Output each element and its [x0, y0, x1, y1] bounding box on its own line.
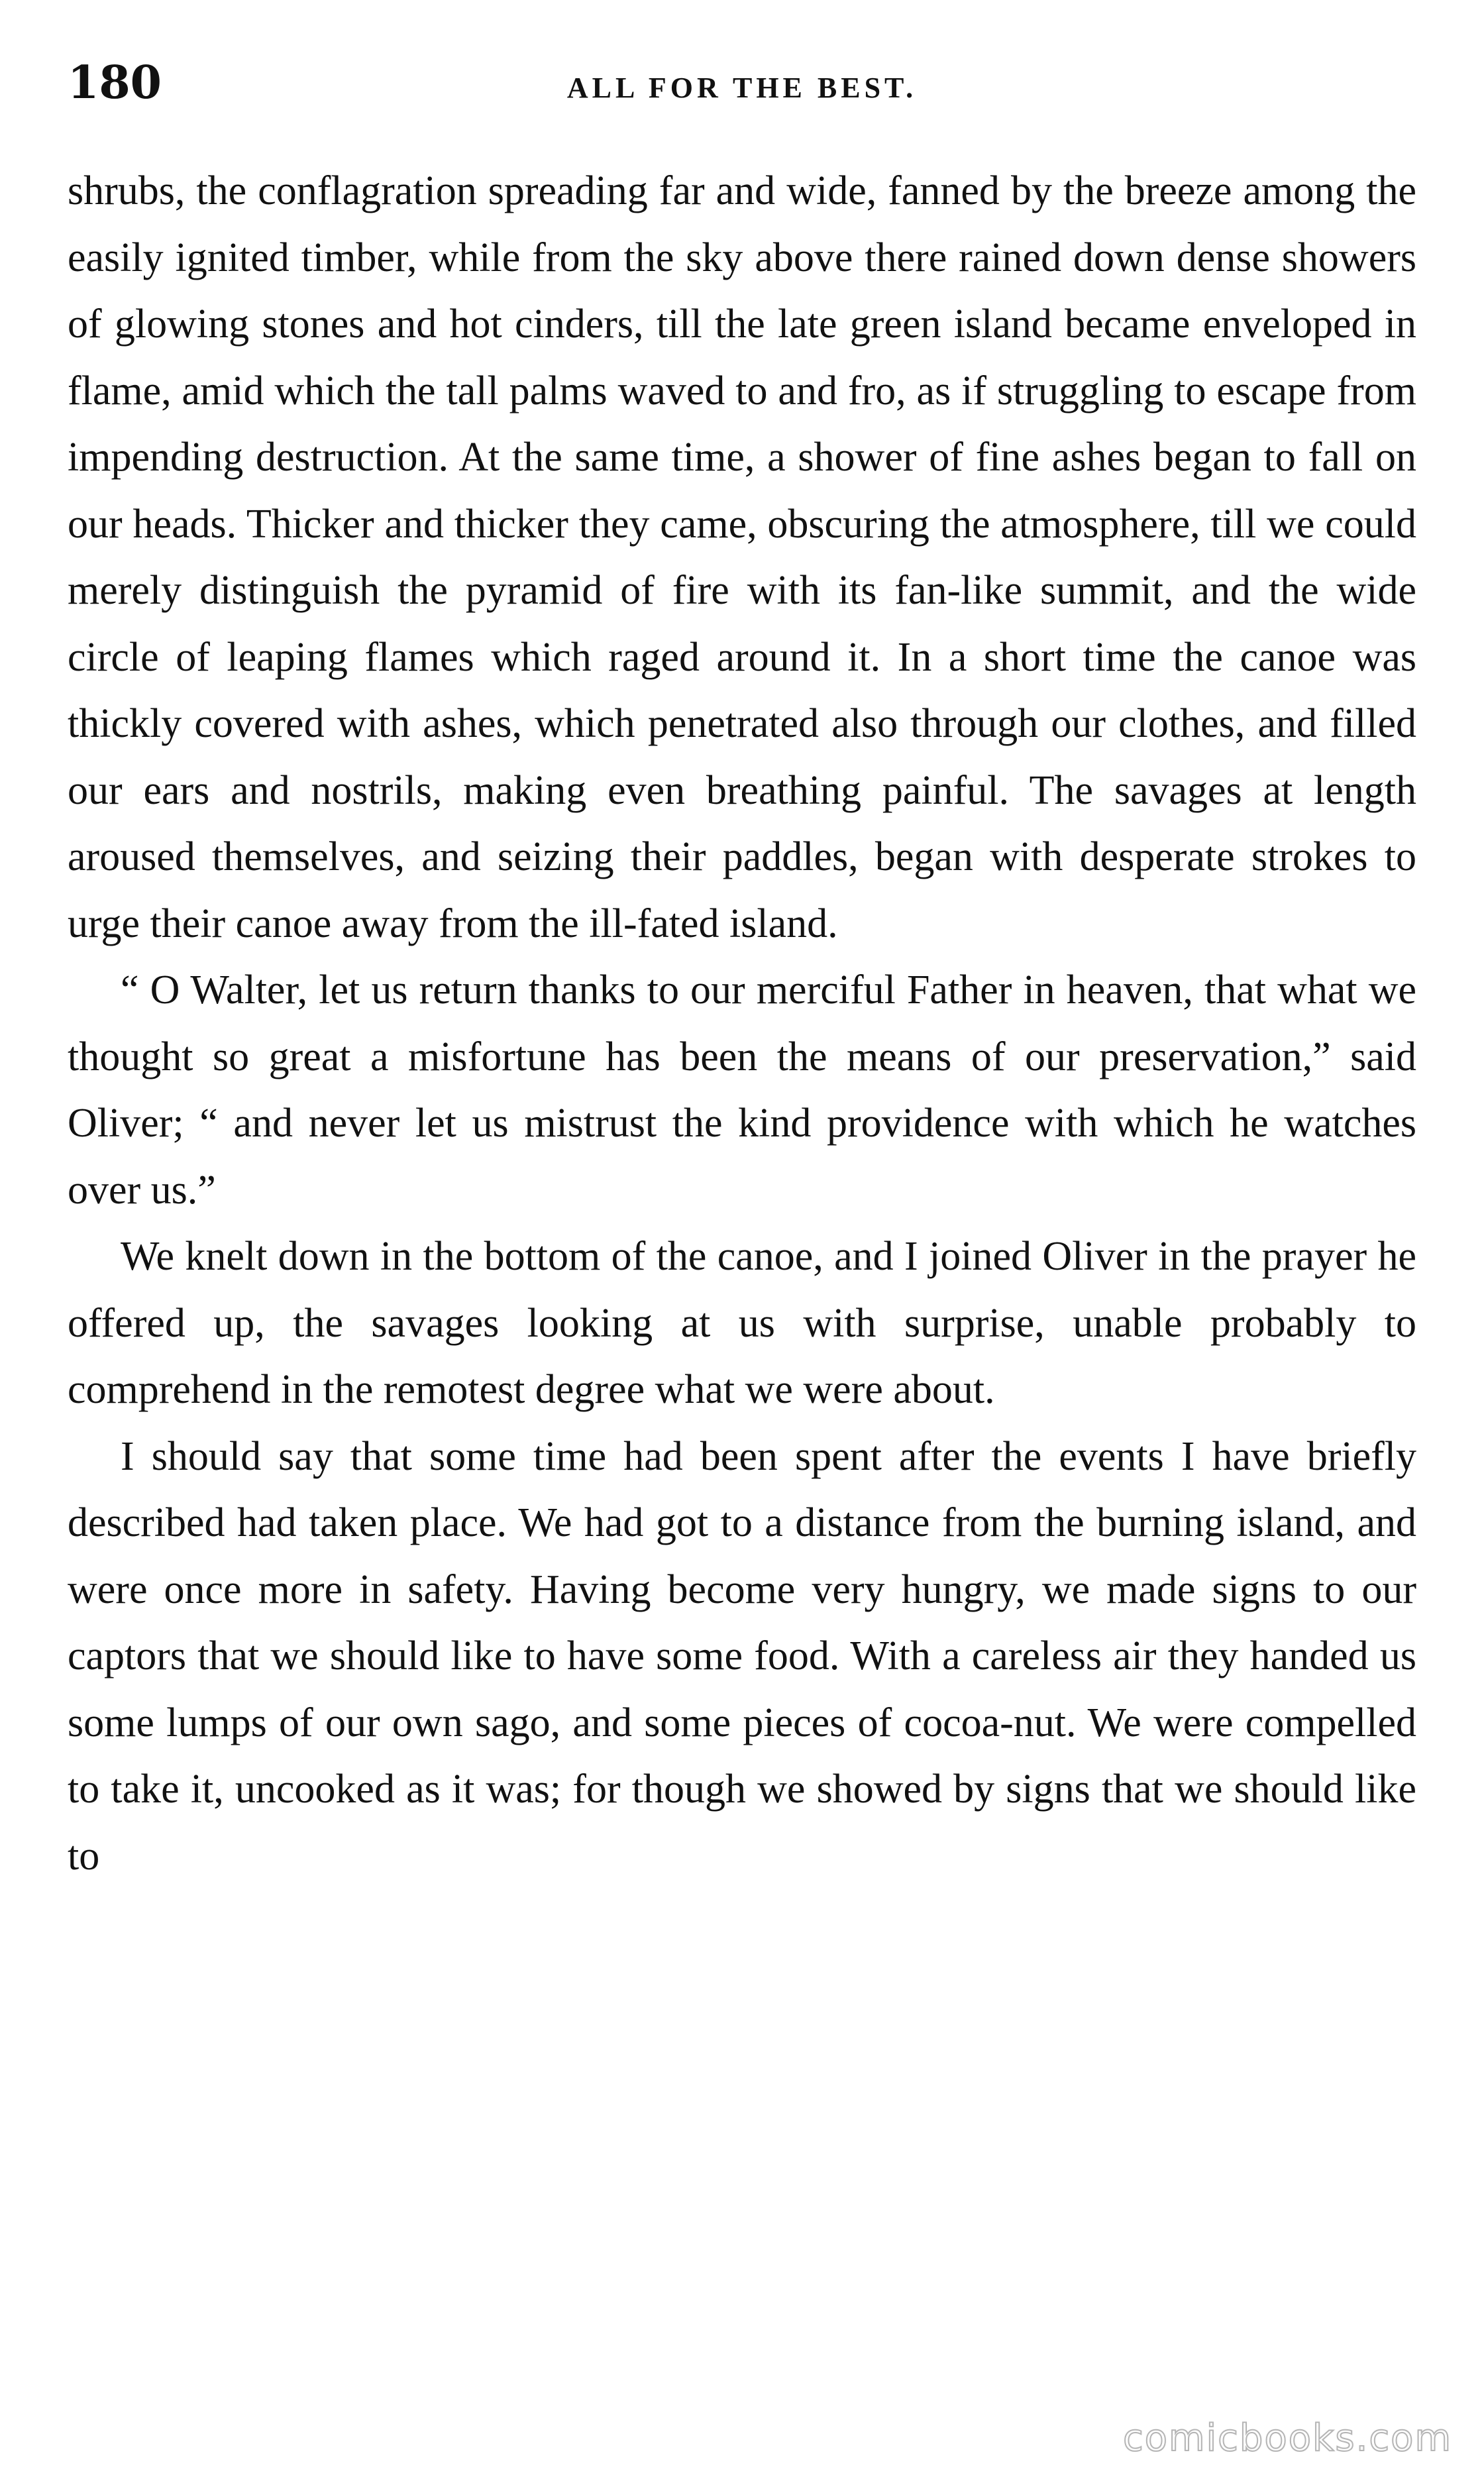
page-number: 180 [68, 56, 162, 109]
body-text [68, 158, 1416, 1889]
running-head: ALL FOR THE BEST. [566, 72, 918, 104]
page-header [68, 53, 1416, 113]
paragraph-1: shrubs, the conflagration spreading far and wide, fanned by the breeze among the easily ignited timber, while from the sky above there rained down dense showers of glowing stones and hot cinders, till the late green island became enveloped in flame, amid which the tall palms waved to and fro, as if struggling to escape from impending destruction. At the same time, a shower of fine ashes began to fall on our heads. Thicker and thicker they came, obscuring the atmosphere, till we could merely distinguish the pyramid of fire with its fan-like summit, and the wide circle of leaping flames which raged around it. In a short time the canoe was thickly covered with ashes, which penetrated also through our clothes, and filled our ears and nostrils, making even breathing painful. The savages at length aroused themselves, and seizing their paddles, began with desperate strokes to urge their canoe away from the ill-fated island. [68, 168, 1416, 946]
paragraph-3: We knelt down in the bottom of the canoe, and I joined Oliver in the prayer he offered up, the savages looking at us with surprise, unable probably to comprehend in the remotest degree what we were about. [68, 1234, 1416, 1412]
paragraph-2: “ O Walter, let us return thanks to our merciful Father in heaven, that what we thought so great a misfortune has been the means of our preservation,” said Oliver; “ and never let us mistrust the kind providence with which he watches over us.” [68, 967, 1416, 1213]
paragraph-4: I should say that some time had been spent after the events I have briefly described had taken place. We had got to a distance from the burning island, and were once more in safety. Having become very hungry, we made signs to our captors that we should like to have some food. With a careless air they handed us some lumps of our own sago, and some pieces of cocoa-nut. We were compelled to take it, uncooked as it was; for though we showed by signs that we should like to [68, 1433, 1416, 1879]
watermark: comicbooks.com [1122, 2417, 1452, 2460]
